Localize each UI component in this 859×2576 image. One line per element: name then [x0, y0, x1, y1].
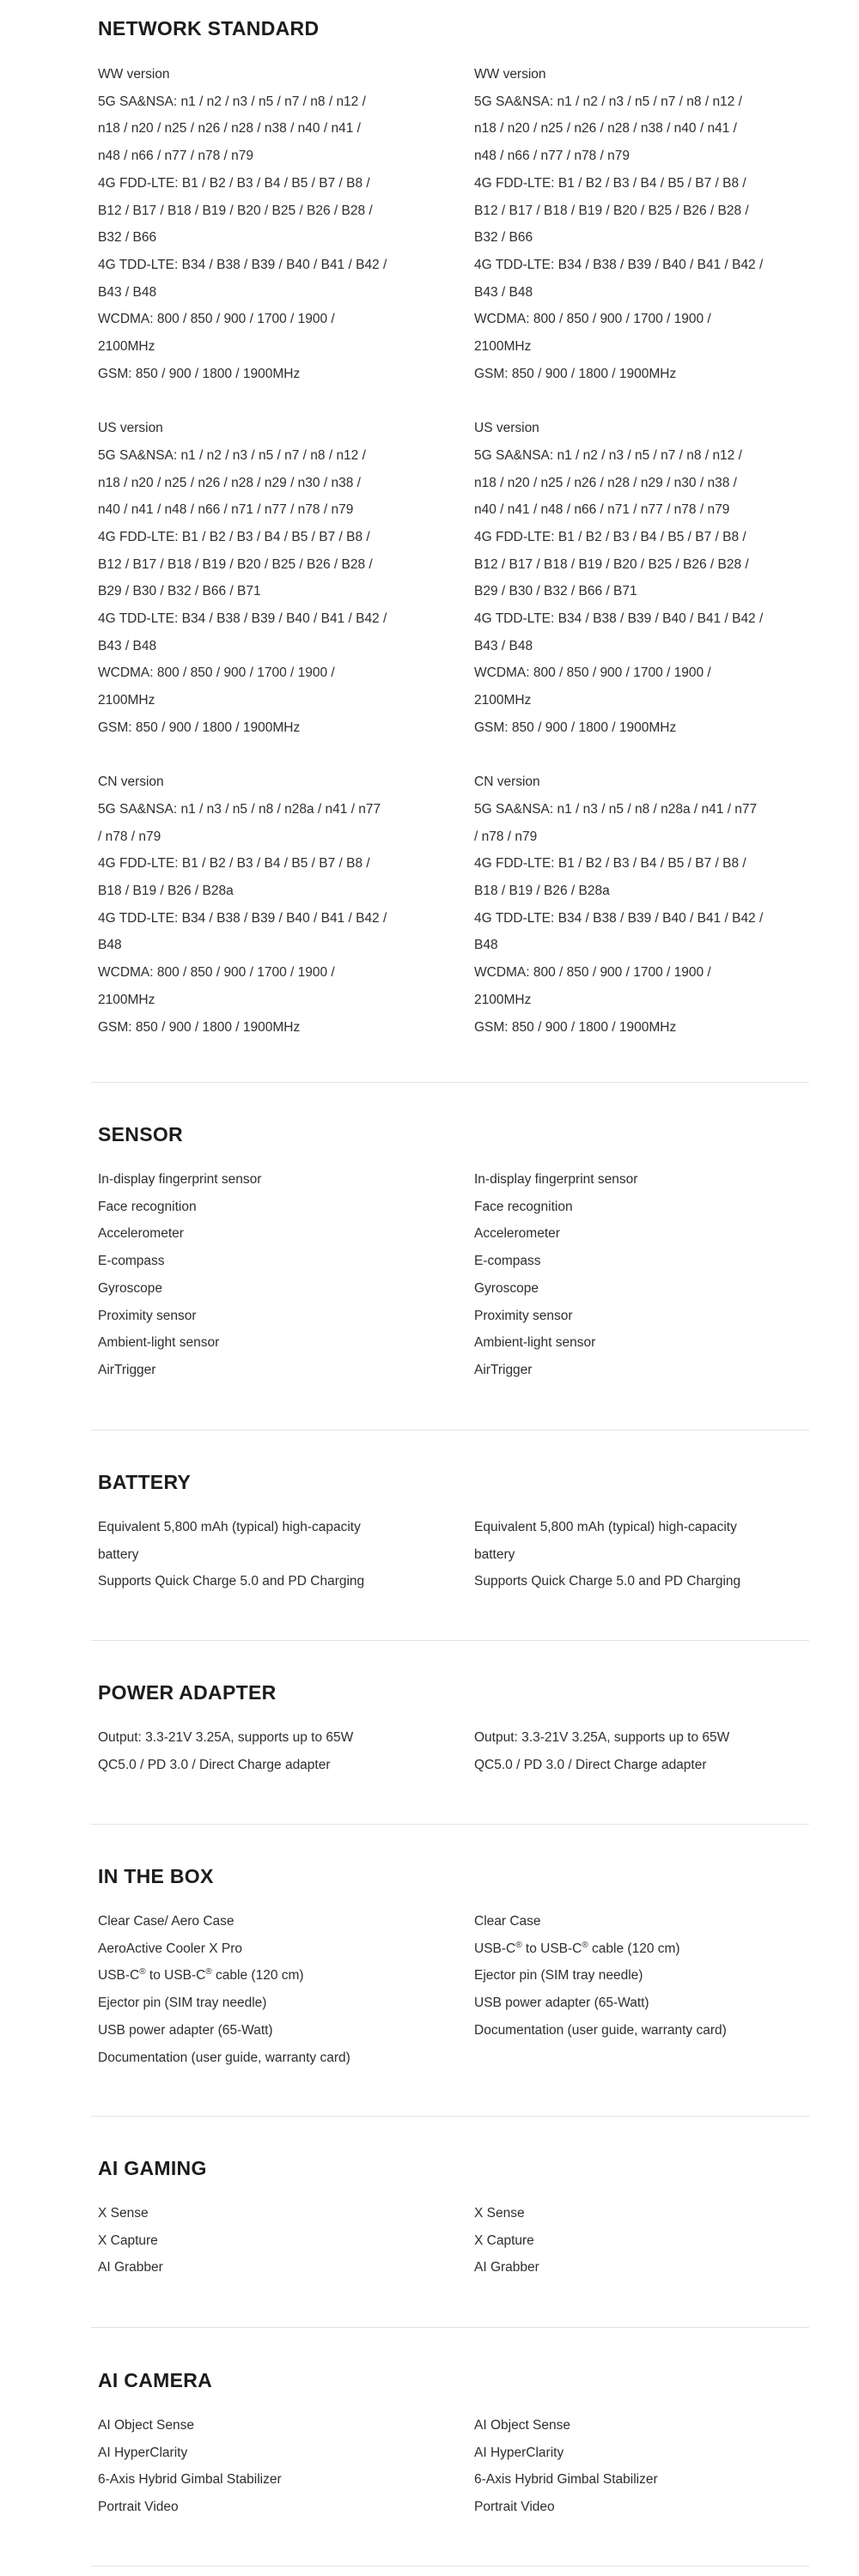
spec-line: WCDMA: 800 / 850 / 900 / 1700 / 1900 /	[474, 665, 711, 681]
spec-line: 4G FDD-LTE: B1 / B2 / B3 / B4 / B5 / B7 / B8 /	[474, 856, 746, 872]
spec-column-left	[98, 1908, 390, 2071]
spec-line: AirTrigger	[98, 1362, 156, 1377]
spec-line: 2100MHz	[474, 992, 532, 1007]
section-title: NETWORK STANDARD	[98, 17, 320, 39]
spec-line: Face recognition	[98, 1199, 197, 1214]
spec-line: Supports Quick Charge 5.0 and PD Charging	[98, 1574, 365, 1589]
section-divider	[91, 1082, 809, 1083]
section-title: POWER ADAPTER	[98, 1681, 277, 1704]
spec-line: Output: 3.3-21V 3.25A, supports up to 65W	[98, 1730, 354, 1745]
box-item: Documentation (user guide, warranty card)	[474, 2022, 727, 2038]
spec-line: QC5.0 / PD 3.0 / Direct Charge adapter	[98, 1757, 331, 1772]
spec-line: GSM: 850 / 900 / 1800 / 1900MHz	[474, 1019, 677, 1035]
spec-column-left	[98, 1514, 390, 1595]
spec-line: WCDMA: 800 / 850 / 900 / 1700 / 1900 /	[474, 312, 711, 327]
box-item: Clear Case	[474, 1914, 541, 1929]
spec-line: Ambient-light sensor	[474, 1335, 596, 1351]
spec-line: Proximity sensor	[98, 1308, 197, 1323]
section-divider	[91, 1640, 809, 1641]
version-label: CN version	[98, 775, 164, 790]
spec-line: / n78 / n79	[474, 829, 538, 844]
spec-line: E-compass	[98, 1254, 165, 1269]
spec-line: X Sense	[98, 2206, 149, 2221]
box-item-cable: USB-C® to USB-C® cable (120 cm)	[98, 1967, 304, 1984]
spec-line: Gyroscope	[98, 1280, 162, 1296]
section-divider	[91, 2327, 809, 2328]
spec-line: n18 / n20 / n25 / n26 / n28 / n29 / n30 / n38 /	[474, 475, 737, 490]
spec-column-left	[98, 2412, 390, 2521]
spec-line: AI HyperClarity	[98, 2445, 188, 2460]
network-version-block	[98, 61, 390, 387]
spec-line: WCDMA: 800 / 850 / 900 / 1700 / 1900 /	[98, 965, 335, 981]
spec-line: B32 / B66	[98, 230, 157, 246]
spec-line: 4G FDD-LTE: B1 / B2 / B3 / B4 / B5 / B7 / B8 /	[474, 175, 746, 191]
spec-line: n40 / n41 / n48 / n66 / n71 / n77 / n78 / n79	[474, 502, 730, 518]
spec-line: n18 / n20 / n25 / n26 / n28 / n38 / n40 / n41 /	[474, 121, 737, 137]
spec-line: GSM: 850 / 900 / 1800 / 1900MHz	[98, 1019, 301, 1035]
spec-line: Ambient-light sensor	[98, 1335, 220, 1351]
spec-column-right	[474, 1908, 766, 2044]
spec-line: B12 / B17 / B18 / B19 / B20 / B25 / B26 / B28 /	[98, 203, 373, 218]
section-divider	[91, 1824, 809, 1825]
spec-line: 6-Axis Hybrid Gimbal Stabilizer	[474, 2472, 658, 2488]
spec-line: B12 / B17 / B18 / B19 / B20 / B25 / B26 / B28 /	[474, 556, 749, 572]
spec-line: WCDMA: 800 / 850 / 900 / 1700 / 1900 /	[474, 965, 711, 981]
spec-column-left	[98, 1166, 390, 1384]
spec-line: X Sense	[474, 2206, 525, 2221]
spec-line: E-compass	[474, 1254, 541, 1269]
spec-line: Equivalent 5,800 mAh (typical) high-capacity	[474, 1520, 737, 1534]
spec-line: B48	[474, 938, 498, 953]
spec-column-left	[98, 61, 390, 1041]
spec-line: 2100MHz	[98, 339, 155, 355]
spec-line: 4G TDD-LTE: B34 / B38 / B39 / B40 / B41 / B42 /	[98, 611, 387, 627]
network-version-block	[474, 769, 766, 1041]
version-label: WW version	[98, 67, 170, 82]
spec-column-right	[474, 1514, 766, 1595]
version-label: WW version	[474, 67, 546, 82]
version-label: US version	[474, 421, 539, 436]
spec-line: X Capture	[474, 2233, 534, 2248]
spec-column-left	[98, 2200, 390, 2281]
spec-line: 5G SA&NSA: n1 / n2 / n3 / n5 / n7 / n8 / n12 /	[474, 447, 742, 463]
spec-column-right	[474, 1724, 766, 1778]
box-item: Ejector pin (SIM tray needle)	[474, 1968, 643, 1984]
spec-line: Portrait Video	[474, 2500, 555, 2515]
spec-line: 4G TDD-LTE: B34 / B38 / B39 / B40 / B41 / B42 /	[474, 611, 764, 627]
section-divider	[91, 2116, 809, 2117]
spec-line: In-display fingerprint sensor	[98, 1172, 262, 1187]
spec-line: n48 / n66 / n77 / n78 / n79	[98, 149, 253, 164]
spec-column-left	[98, 1724, 390, 1778]
spec-line: 5G SA&NSA: n1 / n2 / n3 / n5 / n7 / n8 / n12 /	[98, 447, 366, 463]
spec-line: 5G SA&NSA: n1 / n2 / n3 / n5 / n7 / n8 / n12 /	[98, 94, 366, 109]
spec-line: Output: 3.3-21V 3.25A, supports up to 65W	[474, 1730, 730, 1745]
spec-line: 4G TDD-LTE: B34 / B38 / B39 / B40 / B41 / B42 /	[98, 910, 387, 926]
spec-line: n48 / n66 / n77 / n78 / n79	[474, 149, 630, 164]
spec-line: n40 / n41 / n48 / n66 / n71 / n77 / n78 / n79	[98, 502, 354, 518]
spec-line: 4G TDD-LTE: B34 / B38 / B39 / B40 / B41 / B42 /	[474, 257, 764, 272]
spec-column-right	[474, 1166, 766, 1384]
spec-line: 4G TDD-LTE: B34 / B38 / B39 / B40 / B41 / B42 /	[98, 257, 387, 272]
spec-line: B29 / B30 / B32 / B66 / B71	[474, 584, 637, 599]
spec-line: 6-Axis Hybrid Gimbal Stabilizer	[98, 2472, 282, 2488]
spec-line: 2100MHz	[474, 693, 532, 708]
spec-line: B32 / B66	[474, 230, 533, 246]
spec-line: AI Object Sense	[98, 2418, 195, 2433]
box-item: Documentation (user guide, warranty card)	[98, 2050, 350, 2065]
spec-line: 4G FDD-LTE: B1 / B2 / B3 / B4 / B5 / B7 / B8 /	[474, 529, 746, 544]
spec-line: 2100MHz	[474, 339, 532, 355]
box-item: AeroActive Cooler X Pro	[98, 1941, 242, 1956]
spec-line: AI Grabber	[98, 2260, 163, 2275]
spec-line: battery	[474, 1546, 515, 1562]
spec-line: n18 / n20 / n25 / n26 / n28 / n38 / n40 / n41 /	[98, 121, 361, 137]
spec-line: 4G FDD-LTE: B1 / B2 / B3 / B4 / B5 / B7 / B8 /	[98, 175, 370, 191]
spec-line: QC5.0 / PD 3.0 / Direct Charge adapter	[474, 1757, 707, 1772]
spec-line: B43 / B48	[474, 638, 533, 653]
box-item: USB power adapter (65-Watt)	[474, 1996, 649, 2011]
spec-line: Accelerometer	[98, 1226, 184, 1242]
spec-line: 5G SA&NSA: n1 / n3 / n5 / n8 / n28a / n41 / n77	[474, 801, 758, 817]
spec-line: GSM: 850 / 900 / 1800 / 1900MHz	[474, 720, 677, 735]
box-item: Clear Case/ Aero Case	[98, 1914, 235, 1929]
spec-line: 2100MHz	[98, 992, 155, 1007]
version-label: US version	[98, 421, 163, 436]
spec-line: GSM: 850 / 900 / 1800 / 1900MHz	[98, 720, 301, 735]
spec-line: 5G SA&NSA: n1 / n2 / n3 / n5 / n7 / n8 / n12 /	[474, 94, 742, 109]
spec-line: B12 / B17 / B18 / B19 / B20 / B25 / B26 / B28 /	[98, 556, 373, 572]
spec-line: B43 / B48	[98, 638, 157, 653]
network-version-block	[98, 415, 390, 741]
spec-line: 4G FDD-LTE: B1 / B2 / B3 / B4 / B5 / B7 / B8 /	[98, 529, 370, 544]
network-version-block	[474, 61, 766, 387]
spec-line: In-display fingerprint sensor	[474, 1172, 638, 1187]
spec-line: Proximity sensor	[474, 1308, 573, 1323]
section-divider	[91, 2566, 809, 2567]
box-item: Ejector pin (SIM tray needle)	[98, 1996, 267, 2011]
spec-line: WCDMA: 800 / 850 / 900 / 1700 / 1900 /	[98, 312, 335, 327]
spec-line: B48	[98, 938, 122, 953]
spec-line: B18 / B19 / B26 / B28a	[98, 884, 234, 899]
spec-line: Portrait Video	[98, 2500, 179, 2515]
spec-line: Equivalent 5,800 mAh (typical) high-capacity	[98, 1520, 361, 1534]
section-title: IN THE BOX	[98, 1865, 214, 1887]
spec-line: Face recognition	[474, 1199, 573, 1214]
spec-line: GSM: 850 / 900 / 1800 / 1900MHz	[98, 366, 301, 381]
spec-line: B29 / B30 / B32 / B66 / B71	[98, 584, 261, 599]
spec-line: battery	[98, 1546, 139, 1562]
spec-line: WCDMA: 800 / 850 / 900 / 1700 / 1900 /	[98, 665, 335, 681]
spec-line: 4G FDD-LTE: B1 / B2 / B3 / B4 / B5 / B7 / B8 /	[98, 856, 370, 872]
spec-line: B12 / B17 / B18 / B19 / B20 / B25 / B26 / B28 /	[474, 203, 749, 218]
box-item-cable: USB-C® to USB-C® cable (120 cm)	[474, 1940, 680, 1956]
spec-line: n18 / n20 / n25 / n26 / n28 / n29 / n30 / n38 /	[98, 475, 361, 490]
spec-line: 4G TDD-LTE: B34 / B38 / B39 / B40 / B41 / B42 /	[474, 910, 764, 926]
spec-line: B43 / B48	[98, 284, 157, 300]
spec-line: AirTrigger	[474, 1362, 533, 1377]
section-title: SENSOR	[98, 1123, 183, 1145]
network-version-block	[98, 769, 390, 1041]
spec-column-right	[474, 2412, 766, 2521]
spec-column-right	[474, 2200, 766, 2281]
spec-line: B18 / B19 / B26 / B28a	[474, 884, 610, 899]
section-divider	[91, 1430, 809, 1431]
spec-line: AI HyperClarity	[474, 2445, 564, 2460]
spec-line: GSM: 850 / 900 / 1800 / 1900MHz	[474, 366, 677, 381]
spec-line: Accelerometer	[474, 1226, 560, 1242]
network-version-block	[474, 415, 766, 741]
spec-column-right	[474, 61, 766, 1041]
spec-line: AI Object Sense	[474, 2418, 571, 2433]
spec-line: / n78 / n79	[98, 829, 161, 844]
spec-line: X Capture	[98, 2233, 158, 2248]
section-title: AI GAMING	[98, 2157, 207, 2179]
spec-line: Gyroscope	[474, 1280, 539, 1296]
box-item: USB power adapter (65-Watt)	[98, 2022, 273, 2038]
spec-line: Supports Quick Charge 5.0 and PD Charging	[474, 1574, 741, 1589]
section-title: BATTERY	[98, 1471, 192, 1493]
version-label: CN version	[474, 775, 540, 790]
spec-line: 2100MHz	[98, 693, 155, 708]
spec-line: B43 / B48	[474, 284, 533, 300]
spec-line: AI Grabber	[474, 2260, 539, 2275]
section-title: AI CAMERA	[98, 2369, 213, 2391]
spec-line: 5G SA&NSA: n1 / n3 / n5 / n8 / n28a / n41 / n77	[98, 801, 381, 817]
